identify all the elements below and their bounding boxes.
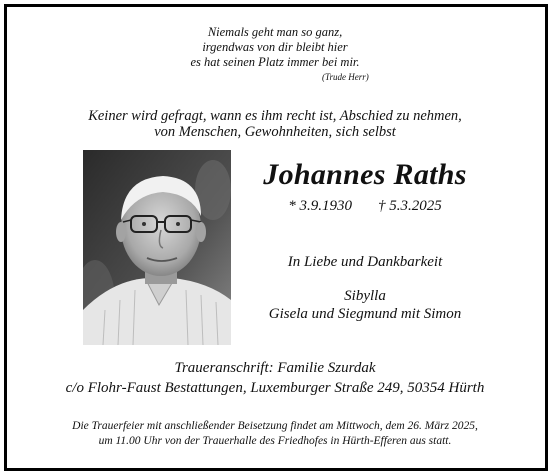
deceased-name: Johannes Raths: [263, 158, 467, 191]
poem-author: (Trude Herr): [322, 72, 369, 82]
dedication: In Liebe und Dankbarkeit: [287, 254, 443, 270]
ceremony-line: Die Trauerfeier mit anschließender Beisetzung findet am Mittwoch, dem 26. März 2025,: [72, 420, 478, 432]
quote-line: von Menschen, Gewohnheiten, sich selbst: [154, 124, 396, 140]
mourner-name: Sibylla: [344, 288, 386, 304]
quote-line: Keiner wird gefragt, wann es ihm recht ist, Abschied zu nehmen,: [88, 108, 462, 124]
poem-line: Niemals geht man so ganz,: [207, 25, 343, 39]
birth-date: * 3.9.1930: [288, 198, 352, 214]
poem-line: irgendwas von dir bleibt hier: [202, 40, 348, 54]
ceremony-line: um 11.00 Uhr von der Trauerhalle des Friedhofes in Hürth-Efferen aus statt.: [98, 435, 452, 447]
poem-line: es hat seinen Platz immer bei mir.: [190, 55, 360, 69]
mourner-name: Gisela und Siegmund mit Simon: [268, 306, 462, 322]
death-date: † 5.3.2025: [378, 198, 442, 214]
mourners-list: [250, 287, 480, 323]
portrait-photo: [83, 150, 231, 345]
life-dates: [250, 198, 480, 215]
poem: [0, 25, 550, 70]
ceremony-note: [0, 419, 550, 449]
portrait-image: [83, 150, 231, 345]
quote: [0, 108, 550, 140]
address-line: Traueranschrift: Familie Szurdak: [174, 360, 376, 376]
condolence-address: [0, 358, 550, 398]
address-line: c/o Flohr-Faust Bestattungen, Luxemburger Straße 249, 50354 Hürth: [65, 380, 485, 396]
